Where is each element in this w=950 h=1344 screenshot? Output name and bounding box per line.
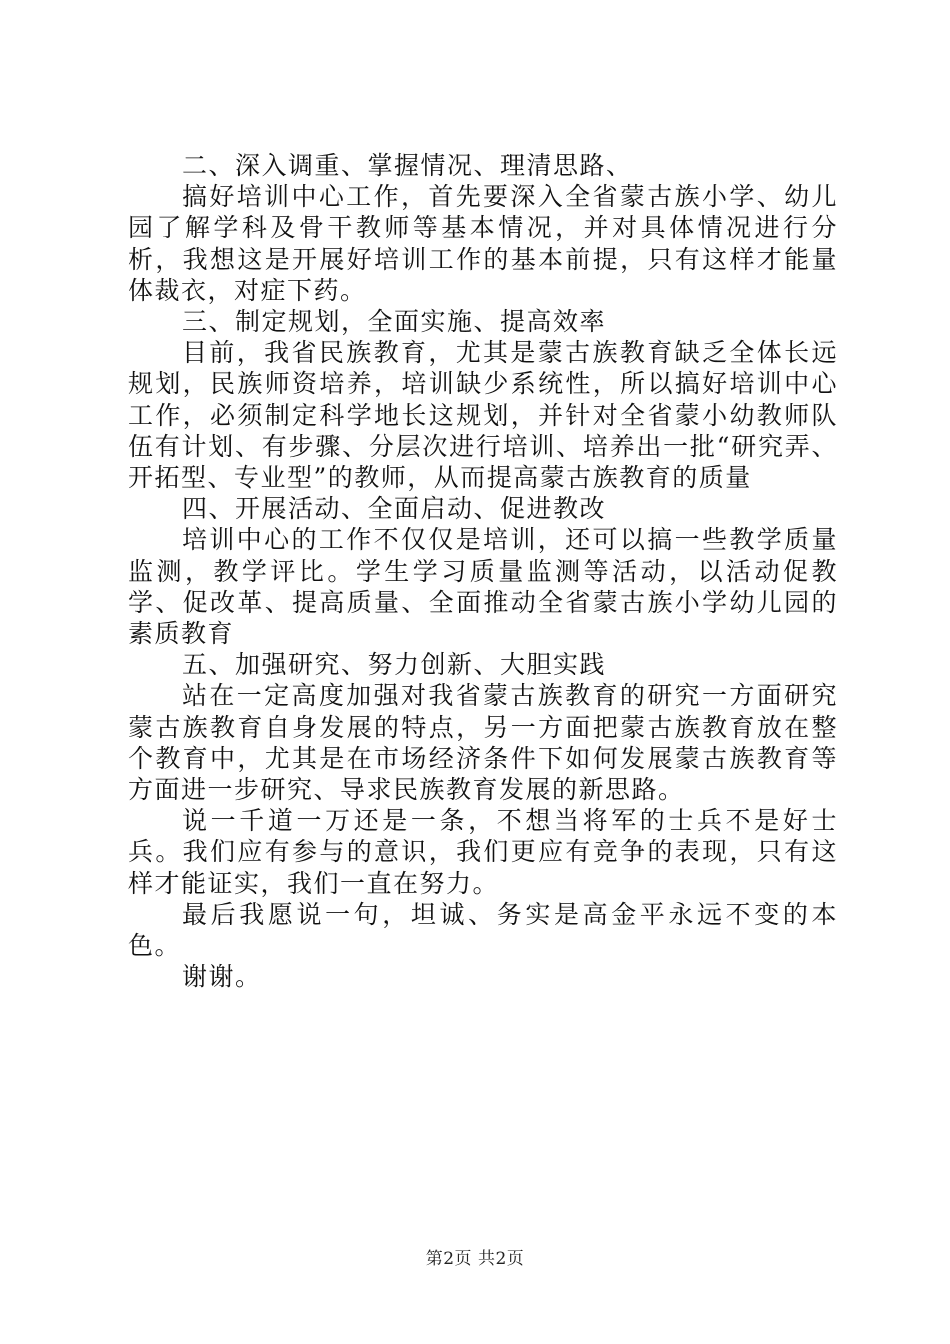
thanks-line: 谢谢。 [182, 962, 262, 992]
document-body [128, 150, 838, 992]
body-paragraph: 培训中心的工作不仅仅是培训，还可以搞一些教学质量监测，教学评比。学生学习质量监测等活动，以活动促教学、促改革、提高质量、全面推动全省蒙古族小学幼儿园的素质教育 [128, 525, 838, 649]
section-heading-2: 二、深入调重、掌握情况、理清思路、 [182, 151, 633, 180]
section-heading-4: 四、开展活动、全面启动、促进教改 [182, 494, 607, 524]
closing-paragraph: 最后我愿说一句，坦诚、务实是高金平永远不变的本色。 [128, 899, 838, 961]
section-heading-3: 三、制定规划，全面实施、提高效率 [182, 307, 607, 337]
body-paragraph: 目前，我省民族教育，尤其是蒙古族教育缺乏全体长远规划，民族师资培养，培训缺少系统性，所以搞好培训中心工作，必须制定科学地长这规划，并针对全省蒙小幼教师队伍有计划、有步骤、分层次进行培训、培养出一批“研究弄、开拓型、专业型”的教师，从而提高蒙古族教育的质量 [128, 338, 838, 493]
body-paragraph: 站在一定高度加强对我省蒙古族教育的研究一方面研究蒙古族教育自身发展的特点，另一方面把蒙古族教育放在整个教育中，尤其是在市场经济条件下如何发展蒙古族教育等方面进一步研究、导求民族教育发展的新思路。 [128, 681, 838, 805]
body-paragraph: 说一千道一万还是一条，不想当将军的士兵不是好士兵。我们应有参与的意识，我们更应有竞争的表现，只有这样才能证实，我们一直在努力。 [128, 806, 838, 898]
section-heading-5: 五、加强研究、努力创新、大胆实践 [182, 650, 607, 680]
page-number-footer: 第2页 共2页 [425, 1249, 525, 1269]
body-paragraph: 搞好培训中心工作，首先要深入全省蒙古族小学、幼儿园了解学科及骨干教师等基本情况，并对具体情况进行分析，我想这是开展好培训工作的基本前提，只有这样才能量体裁衣，对症下药。 [128, 182, 838, 305]
